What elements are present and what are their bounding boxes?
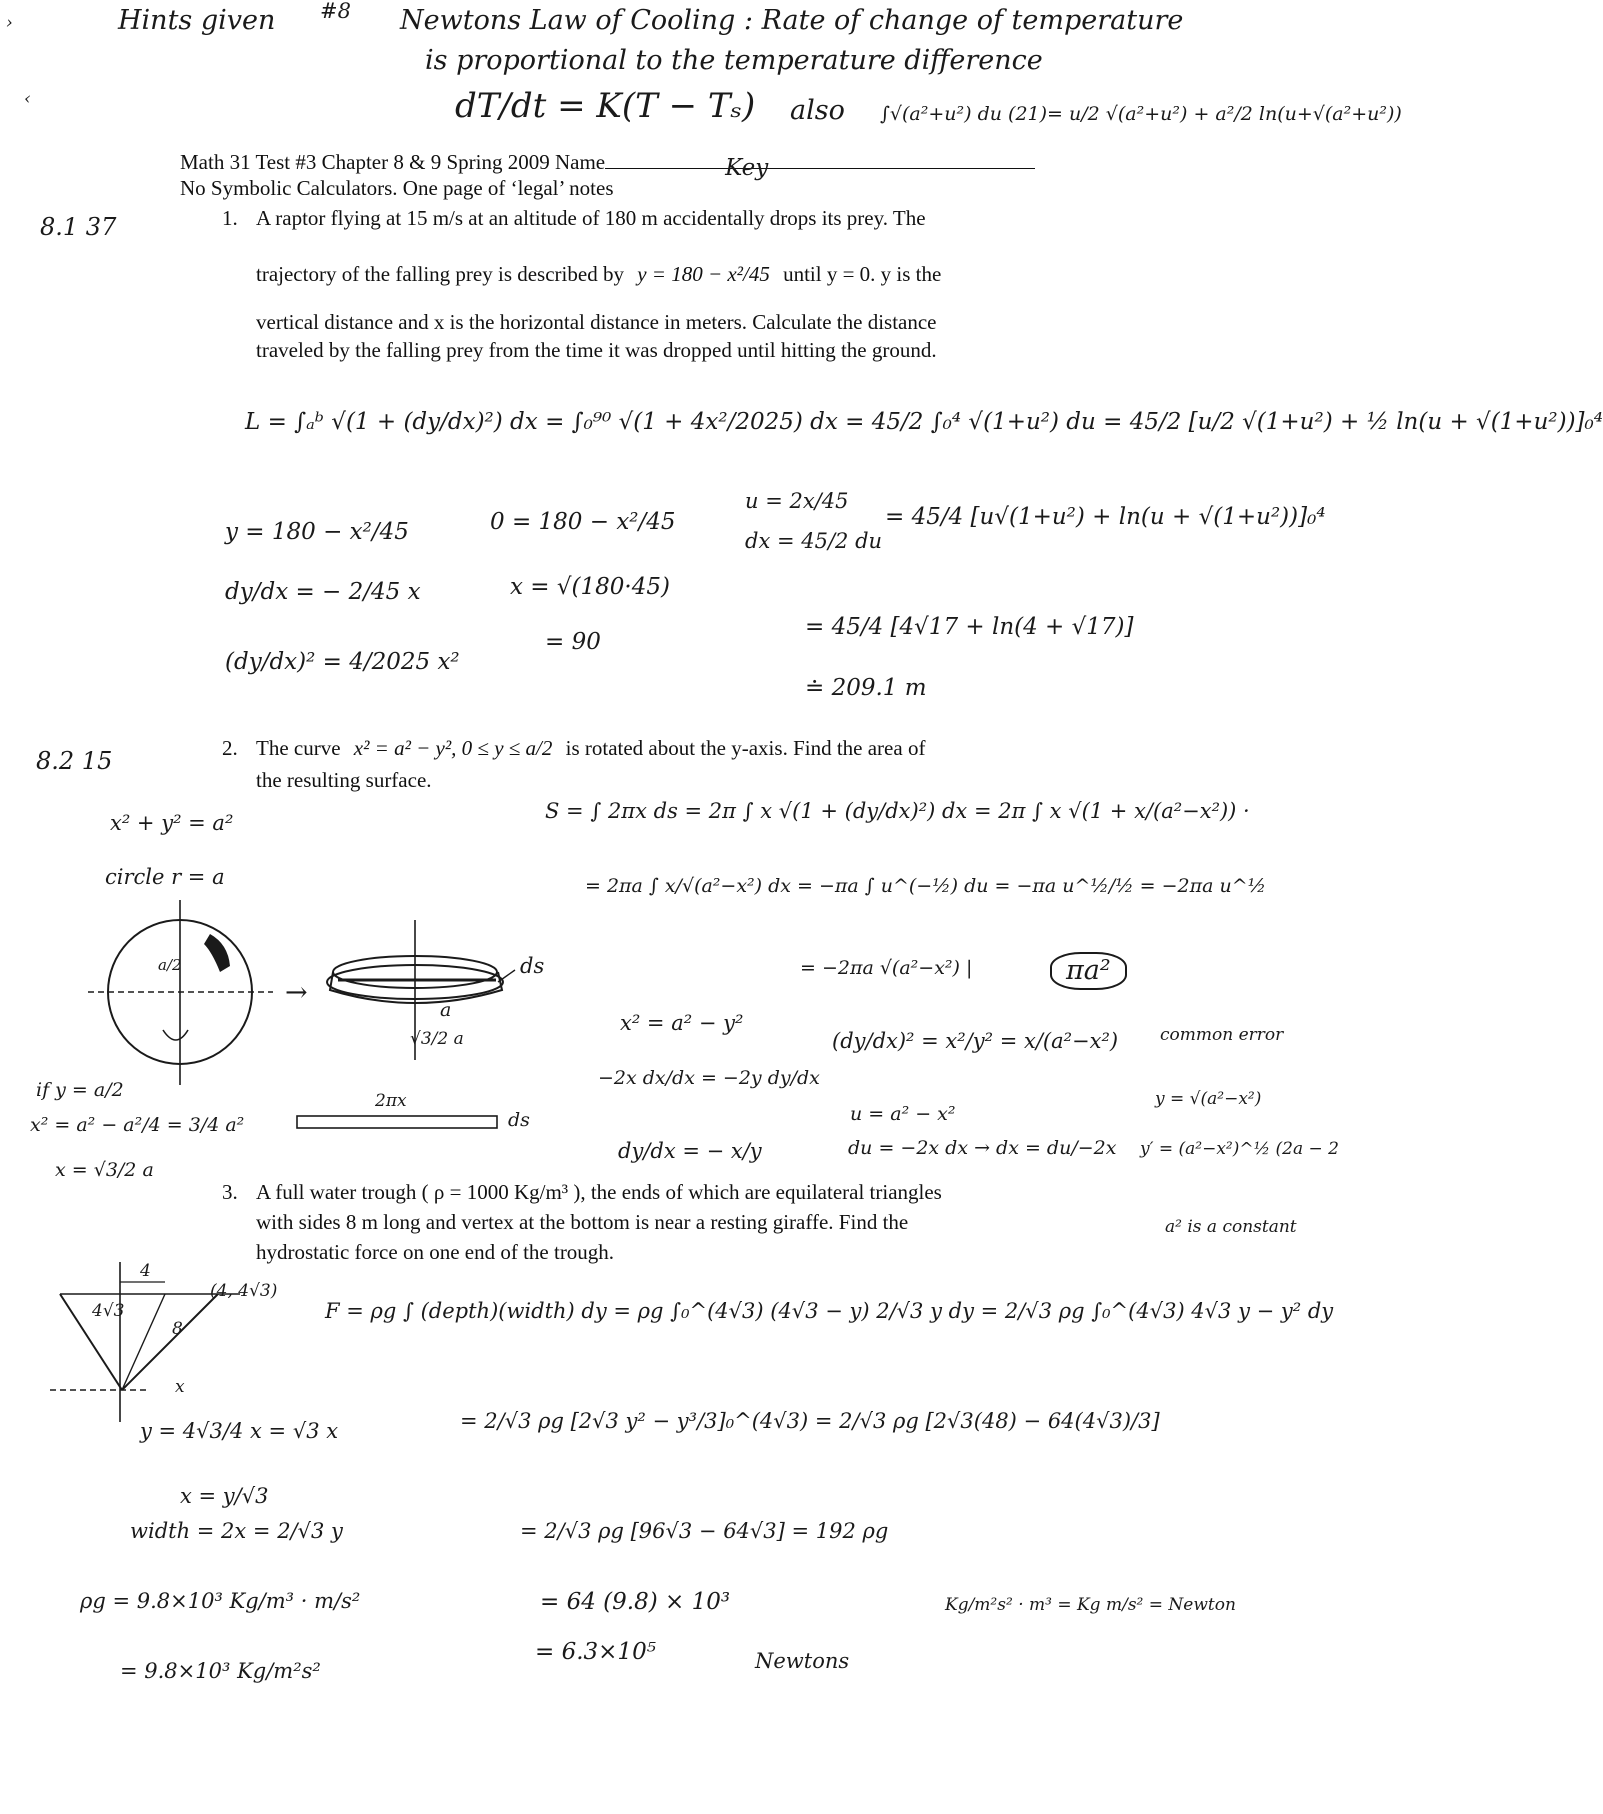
name-value: Key xyxy=(725,155,769,181)
problem1-text-line2-a: trajectory of the falling prey is described by xyxy=(256,262,624,286)
triangle-height-label: 4√3 xyxy=(92,1301,125,1321)
common-error-y: y = √(a²−x²) xyxy=(1155,1089,1262,1109)
problem2-text-line1-b: is rotated about the y-axis. Find the area of xyxy=(565,736,926,760)
hints-label: Hints given xyxy=(118,5,276,36)
newton-law-line2: is proportional to the temperature difference xyxy=(425,45,1043,76)
problem1-text-line2-b: until y = 0. y is the xyxy=(783,262,942,286)
radius-a-label: a xyxy=(440,999,452,1021)
problem2-text-line1 xyxy=(256,736,925,760)
problem3-answer-units: Newtons xyxy=(755,1649,850,1673)
problem1-dydx-squared: (dy/dx)² = 4/2025 x² xyxy=(225,649,460,675)
problem2-number: 2. xyxy=(222,736,238,760)
problem3-answer: = 6.3×10⁵ xyxy=(535,1639,656,1665)
problem1-evaluated: = 45/4 [4√17 + ln(4 + √17)] xyxy=(805,614,1134,640)
problem3-text-line2: with sides 8 m long and vertex at the bottom is near a resting giraffe. Find the xyxy=(256,1210,909,1234)
problem2-section-ref: 8.2 15 xyxy=(36,747,113,775)
problem1-number: 1. xyxy=(222,206,238,230)
problem2-circle-radius: circle r = a xyxy=(105,865,225,889)
problem1-antiderivative: = 45/4 [u√(1+u²) + ln(u + √(1+u²))]₀⁴ xyxy=(885,504,1326,530)
newton-law-line1: Newtons Law of Cooling : Rate of change of temperature xyxy=(400,5,1184,36)
name-blank xyxy=(605,155,1035,181)
problem2-text-line2: the resulting surface. xyxy=(256,768,432,792)
problem2-curve-equation: x² = a² − y², 0 ≤ y ≤ a/2 xyxy=(353,736,553,760)
common-error-note: common error xyxy=(1160,1025,1284,1045)
test-header-line1 xyxy=(180,150,1035,181)
test-title: Math 31 Test #3 Chapter 8 & 9 Spring 2009 Name xyxy=(180,150,606,174)
problem2-x-squared: x² = a² − a²/4 = 3/4 a² xyxy=(30,1114,245,1136)
common-error-derivative: y′ = (a²−x²)^½ (2a − 2 xyxy=(1140,1139,1339,1159)
problem1-dydx: dy/dx = − 2/45 x xyxy=(225,579,421,605)
problem1-x-value: = 90 xyxy=(545,629,601,655)
problem1-text-line4: traveled by the falling prey from the time it was dropped until hitting the ground. xyxy=(256,338,937,362)
problem2-if-y: if y = a/2 xyxy=(36,1079,124,1101)
problem3-numeric: = 64 (9.8) × 10³ xyxy=(540,1589,731,1615)
svg-text:a/2: a/2 xyxy=(158,956,182,974)
problem2-u-substitution: = 2πa ∫ x/√(a²−x²) dx = −πa ∫ u^(−½) du = −πa u^½/½ = −2πa u^½ xyxy=(585,875,1267,897)
problem3-width: width = 2x = 2/√3 y xyxy=(130,1519,343,1543)
also-label: also xyxy=(790,95,845,126)
problem3-number: 3. xyxy=(222,1180,238,1204)
flattened-strip-sketch xyxy=(295,1112,505,1134)
problem1-text-line1: A raptor flying at 15 m/s at an altitude of 180 m accidentally drops its prey. The xyxy=(256,206,926,230)
test-instructions: No Symbolic Calculators. One page of ‘legal’ notes xyxy=(180,176,614,200)
margin-tick-mark-2: ‹ xyxy=(24,89,31,109)
triangle-side-label: 8 xyxy=(172,1319,183,1339)
arrow-right-icon: → xyxy=(285,977,308,1008)
problem1-u-sub: u = 2x/45 xyxy=(745,489,849,513)
constant-note: a² is a constant xyxy=(1165,1217,1297,1237)
strip-ds-label: ds xyxy=(508,1109,530,1131)
problem2-answer-circled: πa² xyxy=(1050,952,1127,990)
hint-number: #8 xyxy=(320,0,351,23)
problem1-dx-sub: dx = 45/2 du xyxy=(745,529,883,553)
problem1-section-ref: 8.1 37 xyxy=(40,213,117,241)
problem3-rho-g: ρg = 9.8×10³ Kg/m³ · m/s² xyxy=(80,1589,361,1613)
problem3-line-equation: y = 4√3/4 x = √3 x xyxy=(140,1419,339,1443)
problem1-zero-equation: 0 = 180 − x²/45 xyxy=(490,509,676,535)
triangle-x-axis-label: x xyxy=(175,1377,185,1397)
margin-tick-mark: › xyxy=(6,13,13,33)
problem3-text-line3: hydrostatic force on one end of the trough. xyxy=(256,1240,615,1264)
integral-formula-hint: ∫√(a²+u²) du (21)= u/2 √(a²+u²) + a²/2 ln(u+√(a²+u²)) xyxy=(880,103,1402,125)
problem2-text-line1-a: The curve xyxy=(256,736,341,760)
triangle-vertex-point: (4, 4√3) xyxy=(210,1281,278,1301)
problem2-dydx: dy/dx = − x/y xyxy=(618,1139,762,1163)
circumference-label: 2πx xyxy=(375,1091,407,1111)
problem2-x-value: x = √3/2 a xyxy=(55,1159,154,1181)
problem2-implicit-diff: −2x dx/dx = −2y dy/dx xyxy=(598,1067,820,1089)
newton-cooling-formula: dT/dt = K(T − Tₛ) xyxy=(455,86,756,126)
problem1-arc-length-integral: L = ∫ₐᵇ √(1 + (dy/dx)²) dx = ∫₀⁹⁰ √(1 + 4x²/2025) dx = 45/2 ∫₀⁴ √(1+u²) du = 45/2 [u/2 √(1+u²) + ½ ln(u + √(1+u²))]₀⁴ xyxy=(245,409,1603,435)
problem3-simplified: = 2/√3 ρg [96√3 − 64√3] = 192 ρg xyxy=(520,1519,889,1543)
circle-sketch xyxy=(88,900,278,1090)
problem2-evaluated: = −2πa √(a²−x²) | xyxy=(800,957,973,979)
ds-label: ds xyxy=(520,954,545,978)
problem1-text-line3: vertical distance and x is the horizontal distance in meters. Calculate the distance xyxy=(256,310,937,334)
problem1-trajectory-equation: y = 180 − x²/45 xyxy=(637,262,770,286)
problem3-force-integral: F = ρg ∫ (depth)(width) dy = ρg ∫₀^(4√3) (4√3 − y) 2/√3 y dy = 2/√3 ρg ∫₀^(4√3) 4√3 y − y² dy xyxy=(325,1299,1334,1323)
problem3-text-line1: A full water trough ( ρ = 1000 Kg/m³ ), the ends of which are equilateral triangles xyxy=(256,1180,942,1204)
problem1-x-solve: x = √(180·45) xyxy=(510,574,670,600)
problem3-x-of-y: x = y/√3 xyxy=(180,1484,269,1508)
problem3-antiderivative: = 2/√3 ρg [2√3 y² − y³/3]₀^(4√3) = 2/√3 ρg [2√3(48) − 64(4√3)/3] xyxy=(460,1409,1160,1433)
problem1-text-line2 xyxy=(256,262,941,286)
problem2-u-def: u = a² − x² xyxy=(850,1103,956,1125)
triangle-half-width-label: 4 xyxy=(140,1261,151,1281)
problem1-answer: ≐ 209.1 m xyxy=(805,675,927,701)
problem2-surface-integral: S = ∫ 2πx ds = 2π ∫ x √(1 + (dy/dx)²) dx = 2π ∫ x √(1 + x/(a²−x²)) · xyxy=(545,799,1250,823)
problem2-implicit-eq: x² = a² − y² xyxy=(620,1011,744,1035)
unit-conversion-note: Kg/m²s² · m³ = Kg m/s² = Newton xyxy=(945,1595,1236,1615)
height-label: √3/2 a xyxy=(410,1029,464,1049)
problem2-du-def: du = −2x dx → dx = du/−2x xyxy=(848,1137,1117,1159)
problem3-rho-g-units: = 9.8×10³ Kg/m²s² xyxy=(120,1659,321,1683)
problem2-dydx-squared: (dy/dx)² = x²/y² = x/(a²−x²) xyxy=(832,1029,1119,1053)
problem2-circle-equation: x² + y² = a² xyxy=(110,811,234,835)
problem1-y-equation: y = 180 − x²/45 xyxy=(225,519,409,545)
